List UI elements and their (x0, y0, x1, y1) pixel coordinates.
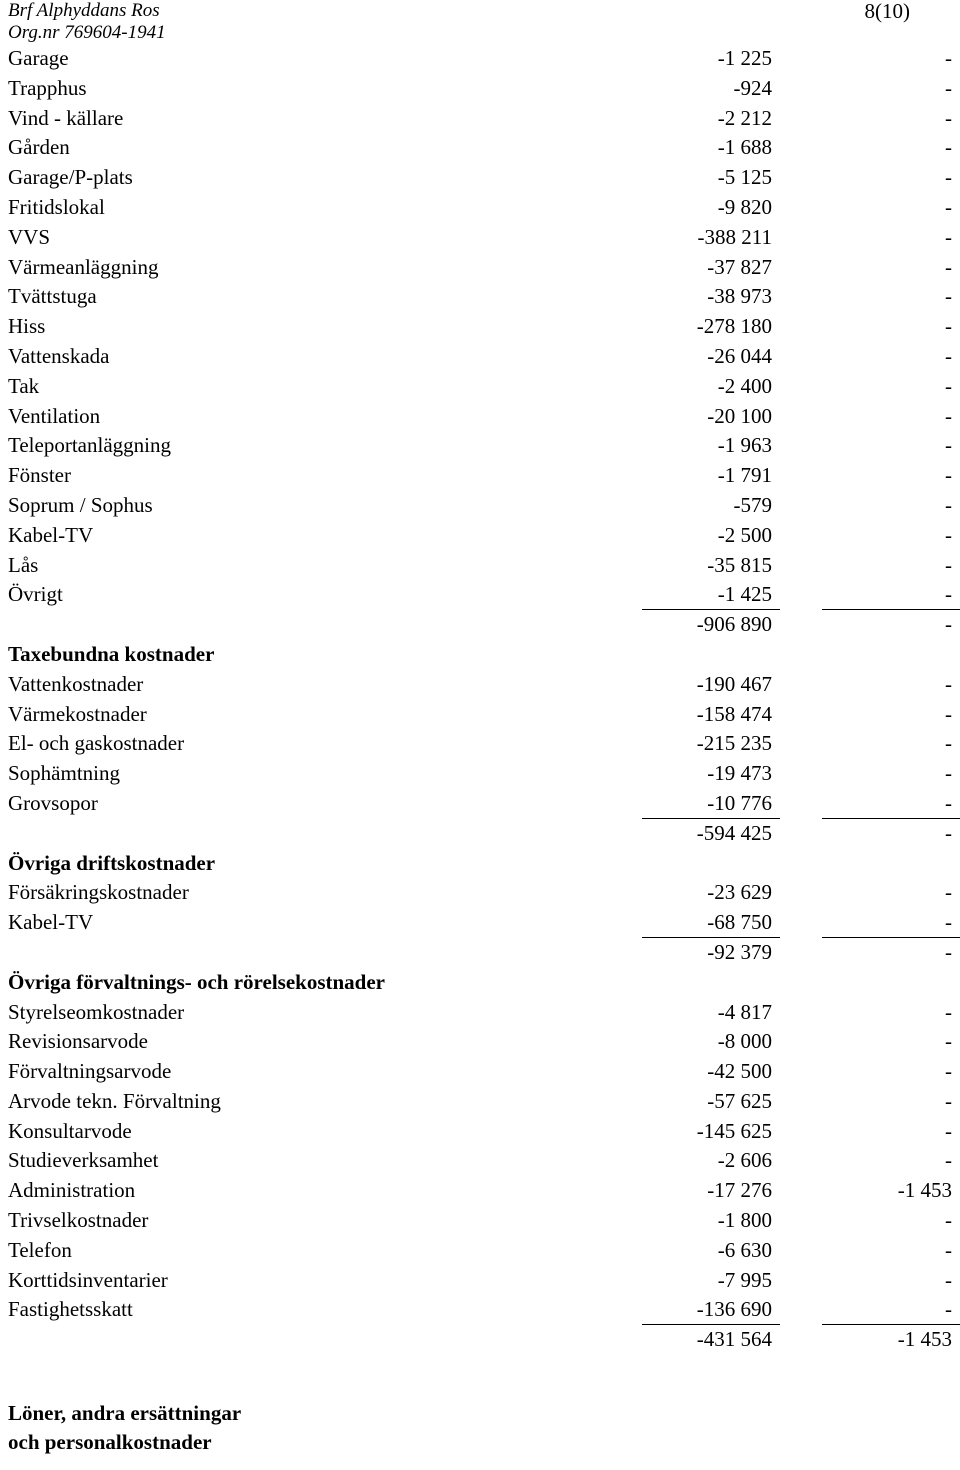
line-item-row (0, 1236, 960, 1266)
previous-year-amount: - (945, 194, 952, 219)
line-item-label: Fönster (8, 463, 71, 488)
current-year-amount: -1 963 (717, 433, 772, 458)
line-item-label: Arvode tekn. Förvaltning (8, 1088, 221, 1113)
line-item-row (0, 521, 960, 551)
previous-year-amount: -1 453 (897, 1178, 952, 1203)
line-item-row (0, 282, 960, 312)
line-item-label: Garage/P-plats (8, 165, 133, 190)
section-total-amount: -431 564 (696, 1327, 772, 1352)
previous-year-amount: - (945, 731, 952, 756)
current-year-amount: -10 776 (707, 790, 772, 815)
report-section (0, 44, 960, 640)
spacer (0, 1355, 960, 1399)
previous-year-amount: - (945, 1297, 952, 1322)
current-year-amount: -26 044 (707, 343, 772, 368)
line-item-label: Studieverksamhet (8, 1148, 159, 1173)
line-item-row (0, 789, 960, 819)
current-year-amount: -388 211 (697, 224, 772, 249)
line-item-label: Korttidsinventarier (8, 1267, 168, 1292)
current-year-amount: -145 625 (696, 1118, 772, 1143)
line-item-row (0, 1027, 960, 1057)
next-section-heading: Löner, andra ersättningar (8, 1401, 242, 1426)
current-year-amount: -579 (733, 492, 772, 517)
current-year-amount: -5 125 (717, 165, 772, 190)
current-year-amount: -4 817 (717, 999, 772, 1024)
previous-year-amount: - (945, 343, 952, 368)
previous-year-amount: - (945, 1208, 952, 1233)
previous-year-amount: - (945, 284, 952, 309)
line-item-label: Kabel-TV (8, 522, 94, 547)
previous-year-amount: - (945, 1237, 952, 1262)
line-item-label: Tvättstuga (8, 284, 97, 309)
report-section (0, 968, 960, 1355)
line-item-label: El- och gaskostnader (8, 731, 185, 756)
line-item-label: Vattenkostnader (8, 671, 144, 696)
current-year-amount: -35 815 (707, 552, 772, 577)
line-item-row (0, 878, 960, 908)
current-year-amount: -6 630 (717, 1237, 772, 1262)
previous-year-amount: - (945, 552, 952, 577)
current-year-amount: -158 474 (696, 701, 772, 726)
expense-report (0, 44, 960, 1457)
current-year-amount: -1 225 (717, 46, 772, 70)
line-item-label: Försäkringskostnader (8, 880, 189, 905)
line-item-label: VVS (8, 224, 51, 249)
line-item-label: Fastighetsskatt (8, 1297, 133, 1322)
section-heading: Övriga förvaltnings- och rörelsekostnader (8, 969, 385, 994)
report-section (0, 640, 960, 849)
current-year-amount: -8 000 (717, 1029, 772, 1054)
line-item-row (0, 1266, 960, 1296)
line-item-row (0, 163, 960, 193)
current-year-amount: -1 688 (717, 135, 772, 160)
section-total-row (0, 819, 960, 849)
line-item-row (0, 998, 960, 1028)
line-item-row (0, 1117, 960, 1147)
line-item-row (0, 402, 960, 432)
current-year-amount: -2 606 (717, 1148, 772, 1173)
line-item-label: Teleportanläggning (8, 433, 171, 458)
line-item-label: Gården (8, 135, 70, 160)
line-item-label: Vattenskada (8, 343, 110, 368)
line-item-row (0, 223, 960, 253)
line-item-row (0, 74, 960, 104)
previous-year-amount: - (945, 433, 952, 458)
line-item-row (0, 908, 960, 938)
current-year-amount: -23 629 (707, 880, 772, 905)
previous-year-amount: - (945, 165, 952, 190)
next-section-heading-continued: och personalkostnader (8, 1430, 212, 1455)
line-item-row (0, 44, 960, 74)
line-item-row (0, 580, 960, 610)
line-item-label: Tak (8, 373, 40, 398)
line-item-row (0, 461, 960, 491)
line-item-row (0, 491, 960, 521)
section-total-previous: - (945, 820, 952, 845)
line-item-label: Värmekostnader (8, 701, 147, 726)
current-year-amount: -7 995 (717, 1267, 772, 1292)
section-total-previous: - (945, 612, 952, 637)
previous-year-amount: - (945, 492, 952, 517)
previous-year-amount: - (945, 671, 952, 696)
previous-year-amount: - (945, 1088, 952, 1113)
line-item-label: Styrelseomkostnader (8, 999, 185, 1024)
current-year-amount: -20 100 (707, 403, 772, 428)
previous-year-amount: - (945, 910, 952, 935)
section-heading: Övriga driftskostnader (8, 850, 216, 875)
current-year-amount: -924 (733, 75, 772, 100)
current-year-amount: -9 820 (717, 194, 772, 219)
current-year-amount: -57 625 (707, 1088, 772, 1113)
previous-year-amount: - (945, 761, 952, 786)
line-item-row (0, 1295, 960, 1325)
line-item-row (0, 729, 960, 759)
line-item-label: Soprum / Sophus (8, 492, 153, 517)
previous-year-amount: - (945, 790, 952, 815)
line-item-label: Kabel-TV (8, 910, 94, 935)
line-item-label: Förvaltningsarvode (8, 1059, 172, 1084)
current-year-amount: -38 973 (707, 284, 772, 309)
line-item-label: Ventilation (8, 403, 101, 428)
previous-year-amount: - (945, 135, 952, 160)
line-item-label: Garage (8, 46, 69, 70)
current-year-amount: -136 690 (696, 1297, 772, 1322)
line-item-label: Fritidslokal (8, 194, 105, 219)
previous-year-amount: - (945, 701, 952, 726)
current-year-amount: -278 180 (696, 314, 772, 339)
line-item-label: Trapphus (8, 75, 87, 100)
section-total-amount: -906 890 (696, 612, 772, 637)
line-item-label: Revisionsarvode (8, 1029, 148, 1054)
line-item-row (0, 670, 960, 700)
previous-year-amount: - (945, 75, 952, 100)
previous-year-amount: - (945, 880, 952, 905)
line-item-row (0, 1176, 960, 1206)
current-year-amount: -68 750 (707, 910, 772, 935)
previous-year-amount: - (945, 254, 952, 279)
line-item-row (0, 1057, 960, 1087)
section-total-row (0, 1325, 960, 1355)
section-total-amount: -594 425 (696, 820, 772, 845)
previous-year-amount: - (945, 1118, 952, 1143)
line-item-label: Hiss (8, 314, 46, 339)
organization-number: Org.nr 769604-1941 (8, 22, 166, 43)
previous-year-amount: - (945, 403, 952, 428)
line-item-label: Lås (8, 552, 39, 577)
line-item-row (0, 759, 960, 789)
previous-year-amount: - (945, 999, 952, 1024)
current-year-amount: -19 473 (707, 761, 772, 786)
report-section (0, 849, 960, 968)
line-item-row (0, 1087, 960, 1117)
line-item-label: Övrigt (8, 582, 63, 607)
current-year-amount: -42 500 (707, 1059, 772, 1084)
section-total-row (0, 938, 960, 968)
previous-year-amount: - (945, 463, 952, 488)
current-year-amount: -2 212 (717, 105, 772, 130)
line-item-label: Sophämtning (8, 761, 121, 786)
previous-year-amount: - (945, 105, 952, 130)
line-item-row (0, 312, 960, 342)
page-header (0, 0, 960, 48)
current-year-amount: -2 500 (717, 522, 772, 547)
previous-year-amount: - (945, 1267, 952, 1292)
previous-year-amount: - (945, 224, 952, 249)
previous-year-amount: - (945, 582, 952, 607)
line-item-row (0, 372, 960, 402)
current-year-amount: -2 400 (717, 373, 772, 398)
section-total-previous: -1 453 (897, 1327, 952, 1352)
page-number: 8(10) (864, 0, 910, 23)
section-total-previous: - (945, 939, 952, 964)
line-item-row (0, 1206, 960, 1236)
line-item-row (0, 133, 960, 163)
line-item-label: Konsultarvode (8, 1118, 132, 1143)
current-year-amount: -1 425 (717, 582, 772, 607)
line-item-row (0, 253, 960, 283)
current-year-amount: -17 276 (707, 1178, 772, 1203)
line-item-row (0, 551, 960, 581)
line-item-row (0, 193, 960, 223)
line-item-label: Trivselkostnader (8, 1208, 149, 1233)
line-item-row (0, 104, 960, 134)
previous-year-amount: - (945, 1029, 952, 1054)
line-item-row (0, 431, 960, 461)
current-year-amount: -37 827 (707, 254, 772, 279)
previous-year-amount: - (945, 373, 952, 398)
previous-year-amount: - (945, 46, 952, 70)
previous-year-amount: - (945, 522, 952, 547)
line-item-label: Värmeanläggning (8, 254, 159, 279)
previous-year-amount: - (945, 1148, 952, 1173)
previous-year-amount: - (945, 314, 952, 339)
line-item-label: Grovsopor (8, 790, 98, 815)
current-year-amount: -215 235 (696, 731, 772, 756)
line-item-row (0, 700, 960, 730)
line-item-row (0, 342, 960, 372)
section-heading: Taxebundna kostnader (8, 641, 215, 666)
section-total-row (0, 610, 960, 640)
line-item-label: Telefon (8, 1237, 72, 1262)
section-total-amount: -92 379 (707, 939, 772, 964)
line-item-row (0, 1146, 960, 1176)
current-year-amount: -1 791 (717, 463, 772, 488)
previous-year-amount: - (945, 1059, 952, 1084)
current-year-amount: -1 800 (717, 1208, 772, 1233)
organization-name: Brf Alphyddans Ros (8, 0, 160, 21)
line-item-label: Administration (8, 1178, 136, 1203)
current-year-amount: -190 467 (696, 671, 772, 696)
line-item-label: Vind - källare (8, 105, 124, 130)
